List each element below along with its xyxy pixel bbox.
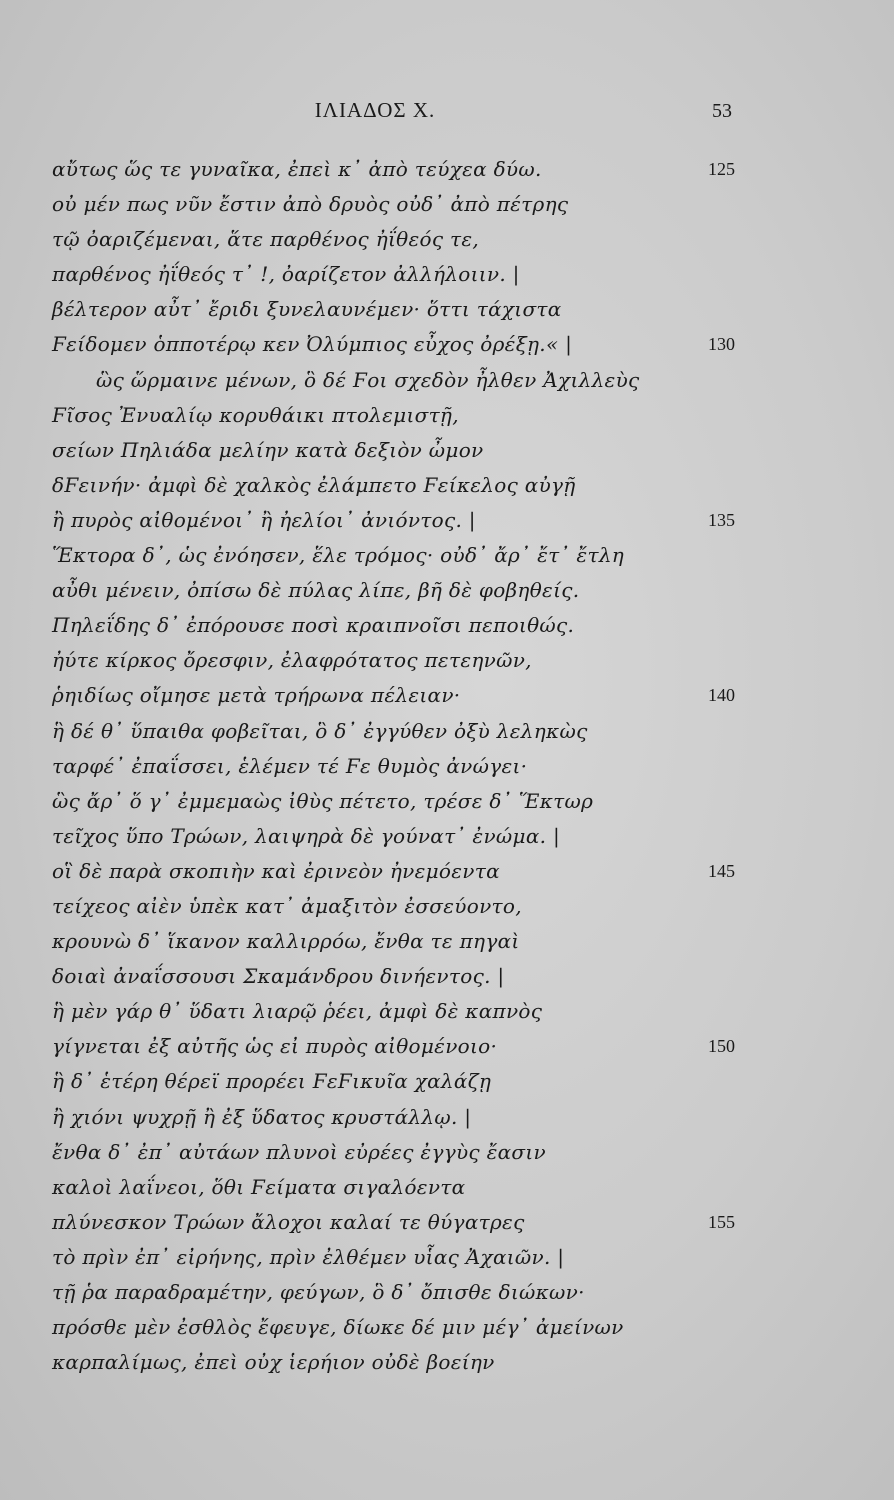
line-number: 130 (708, 334, 735, 355)
verse-line (52, 503, 842, 538)
verse-line-text: κρουνὼ δ᾽ ἵκανον καλλιρρόω, ἔνθα τε πηγαὶ (52, 929, 520, 954)
verse-line (52, 573, 842, 608)
verse-line (52, 398, 842, 433)
verse-line (52, 257, 842, 292)
verse-line-text: πλύνεσκον Τρώων ἄλοχοι καλαί τε θύγατρες (52, 1209, 525, 1234)
verse-line (52, 1064, 842, 1099)
verse-line-text: τῇ ῥα παραδραμέτην, φεύγων, ὃ δ᾽ ὄπισθε διώκων· (52, 1280, 585, 1304)
verse-line-text: σείων Πηλιάδα μελίην κατὰ δεξιὸν ὦμον (52, 437, 484, 462)
verse-line (52, 854, 842, 889)
line-number: 145 (708, 860, 735, 881)
verse-line-text: Ϝείδομεν ὁπποτέρῳ κεν Ὀλύμπιος εὖχος ὀρέξῃ.« | (52, 332, 573, 357)
verse-text (52, 152, 842, 1380)
verse-line (52, 889, 842, 924)
verse-line (52, 1170, 842, 1205)
verse-line (52, 784, 842, 819)
verse-line (52, 292, 842, 327)
verse-line-text: ἣ δ᾽ ἑτέρη θέρεϊ προρέει ϜεϜικυῖα χαλάζῃ (52, 1069, 492, 1094)
verse-line (52, 152, 842, 187)
line-number: 125 (708, 159, 735, 179)
verse-line (52, 433, 842, 468)
verse-line (52, 749, 842, 784)
verse-line (52, 363, 842, 398)
running-title: ΙΛΙΑΔΟΣ Χ. (314, 98, 436, 122)
verse-line-text: Ϝῖσος Ἐνυαλίῳ κορυθάικι πτολεμιστῇ, (52, 402, 459, 427)
verse-line (52, 714, 842, 749)
verse-line-text: αὔτως ὥς τε γυναῖκα, ἐπεὶ κ᾽ ἀπὸ τεύχεα δύω. (52, 157, 542, 181)
verse-line (52, 608, 842, 643)
verse-line-text: καλοὶ λαΐνεοι, ὅθι Ϝείματα σιγαλόεντα (52, 1174, 466, 1199)
verse-line (52, 924, 842, 959)
verse-line (52, 468, 842, 503)
verse-line (52, 1345, 842, 1380)
page-header (0, 92, 894, 132)
verse-line-text: τὸ πρὶν ἐπ᾽ εἰρήνης, πρὶν ἐλθέμεν υἷας Ἀχαιῶν. | (52, 1244, 565, 1269)
line-number: 135 (708, 509, 735, 530)
verse-line-text: ἣ δέ θ᾽ ὕπαιθα φοβεῖται, ὃ δ᾽ ἐγγύθεν ὀξὺ λεληκὼς (52, 718, 588, 743)
line-number: 155 (708, 1211, 735, 1232)
verse-line (52, 1100, 842, 1135)
verse-line-text: τῷ ὀαριζέμεναι, ἅτε παρθένος ἠΐθεός τε, (52, 227, 480, 252)
page-number: 53 (712, 100, 732, 122)
line-number: 150 (708, 1036, 735, 1057)
line-number: 140 (708, 685, 735, 706)
verse-line-text: βέλτερον αὖτ᾽ ἔριδι ξυνελαυνέμεν· ὅττι τάχιστα (52, 297, 562, 322)
verse-line-text: οὐ μέν πως νῦν ἔστιν ἀπὸ δρυὸς οὐδ᾽ ἀπὸ πέτρης (52, 192, 569, 217)
verse-line (52, 222, 842, 257)
verse-line-text: γίγνεται ἐξ αὐτῆς ὡς εἰ πυρὸς αἰθομένοιο· (52, 1034, 498, 1059)
verse-line (52, 643, 842, 678)
verse-line (52, 1310, 842, 1345)
verse-line-text: παρθένος ἠΐθεός τ᾽ !, ὀαρίζετον ἀλλήλοιιν. | (52, 262, 520, 287)
verse-line-text: Πηλεΐδης δ᾽ ἐπόρουσε ποσὶ κραιπνοῖσι πεποιθώς. (52, 613, 575, 638)
verse-line-text: ταρφέ᾽ ἐπαΐσσει, ἑλέμεν τέ Ϝε θυμὸς ἀνώγει· (52, 753, 528, 778)
verse-line (52, 1240, 842, 1275)
verse-line-text: ἣ μὲν γάρ θ᾽ ὕδατι λιαρῷ ῥέει, ἀμφὶ δὲ καπνὸς (52, 999, 543, 1024)
verse-line (52, 187, 842, 222)
verse-line-text: ἠύτε κίρκος ὄρεσφιν, ἐλαφρότατος πετεηνῶν, (52, 648, 532, 673)
verse-line (52, 678, 842, 713)
verse-line (52, 994, 842, 1029)
verse-line-text: δϜεινήν· ἀμφὶ δὲ χαλκὸς ἐλάμπετο Ϝείκελος αὐγῇ (52, 472, 576, 497)
verse-line-text: τείχεος αἰὲν ὑπὲκ κατ᾽ ἀμαξιτὸν ἐσσεύοντο, (52, 893, 522, 918)
verse-line (52, 819, 842, 854)
verse-line-text: ῥηιδίως οἴμησε μετὰ τρήρωνα πέλειαν· (52, 683, 461, 708)
verse-line (52, 959, 842, 994)
verse-line-text: ὣς ἄρ᾽ ὅ γ᾽ ἐμμεμαὼς ἰθὺς πέτετο, τρέσε δ᾽ Ἕκτωρ (52, 788, 594, 813)
verse-line (52, 1135, 842, 1170)
verse-line (52, 1275, 842, 1310)
verse-line (52, 538, 842, 573)
verse-line (52, 1205, 842, 1240)
verse-line-text: ἔνθα δ᾽ ἐπ᾽ αὐτάων πλυνοὶ εὐρέες ἐγγὺς ἔασιν (52, 1139, 546, 1164)
verse-line-text: τεῖχος ὕπο Τρώων, λαιψηρὰ δὲ γούνατ᾽ ἐνώμα. | (52, 823, 560, 848)
verse-line-text: ἢ πυρὸς αἰθομένοι᾽ ἢ ἠελίοι᾽ ἀνιόντος. | (52, 507, 476, 532)
verse-line-text: καρπαλίμως, ἐπεὶ οὐχ ἱερήιον οὐδὲ βοείην (52, 1350, 495, 1375)
verse-line-text: οἳ δὲ παρὰ σκοπιὴν καὶ ἐρινεὸν ἠνεμόεντα (52, 858, 500, 883)
verse-line-text: ὣς ὥρμαινε μένων, ὃ δέ Ϝοι σχεδὸν ἦλθεν Ἀχιλλεὺς (96, 367, 640, 392)
verse-line-text: δοιαὶ ἀναΐσσουσι Σκαμάνδρου δινήεντος. | (52, 964, 505, 989)
verse-line (52, 1029, 842, 1064)
verse-line-text: πρόσθε μὲν ἐσθλὸς ἔφευγε, δίωκε δέ μιν μέγ᾽ ἀμείνων (52, 1315, 624, 1340)
verse-line-text: Ἕκτορα δ᾽, ὡς ἐνόησεν, ἕλε τρόμος· οὐδ᾽ ἄρ᾽ ἔτ᾽ ἔτλη (52, 543, 625, 568)
verse-line (52, 327, 842, 362)
verse-line-text: αὖθι μένειν, ὀπίσω δὲ πύλας λίπε, βῆ δὲ φοβηθείς. (52, 578, 580, 603)
verse-line-text: ἢ χιόνι ψυχρῇ ἢ ἐξ ὕδατος κρυστάλλῳ. | (52, 1104, 472, 1129)
